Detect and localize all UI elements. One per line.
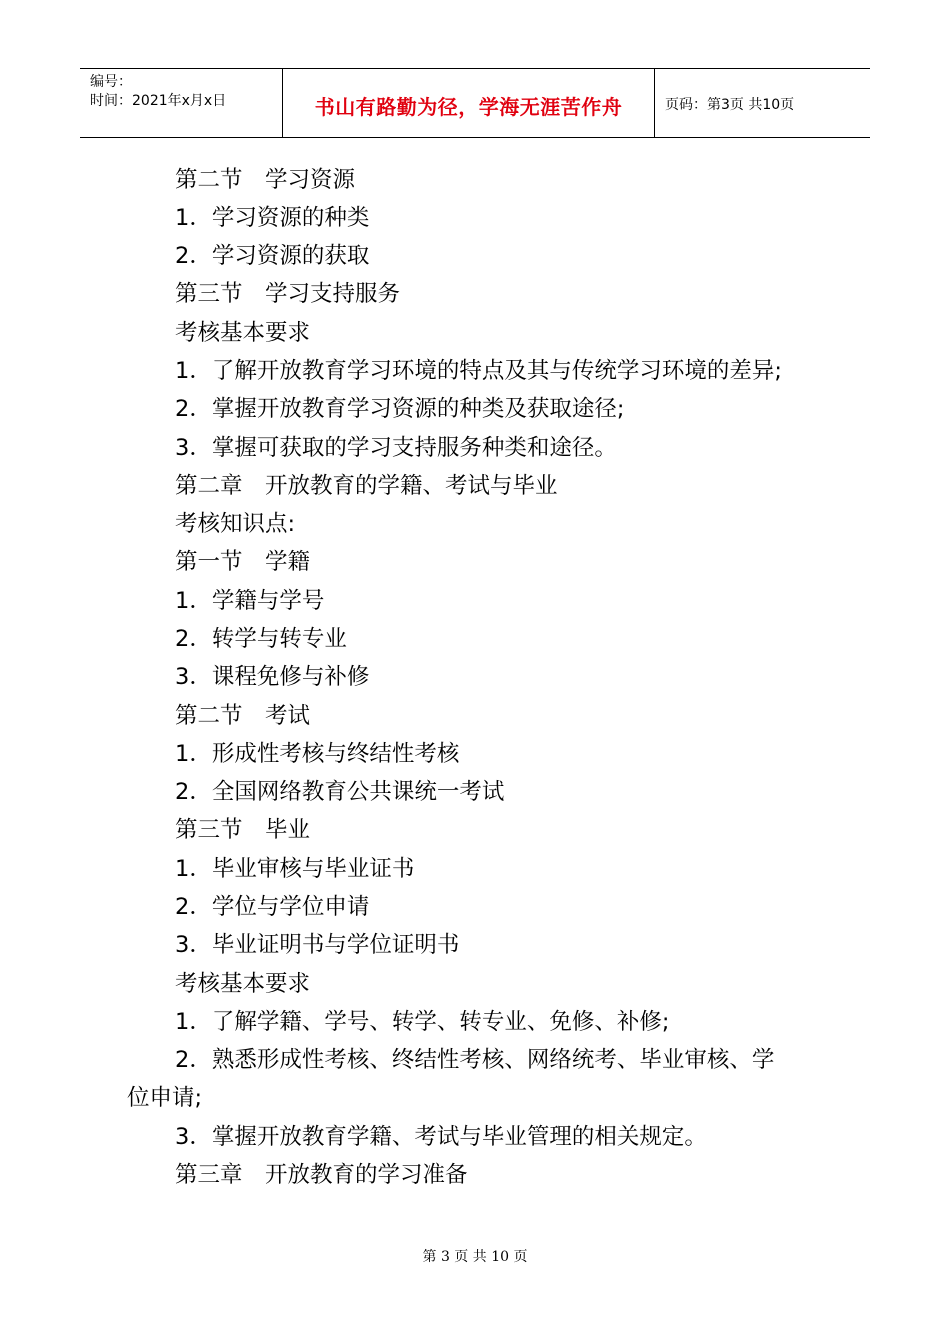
section-heading: 第二节 学习资源 — [175, 167, 356, 193]
requirements-heading: 考核基本要求 — [175, 971, 311, 997]
list-item: 2．学位与学位申请 — [175, 894, 370, 920]
list-item: 3．课程免修与补修 — [175, 664, 370, 690]
list-item: 2．掌握开放教育学习资源的种类及获取途径; — [175, 396, 625, 422]
chapter-heading: 第三章 开放教育的学习准备 — [175, 1162, 468, 1188]
list-item: 2．学习资源的获取 — [175, 243, 370, 269]
header-motto: 书山有路勤为径，学海无涯苦作舟 — [314, 95, 623, 119]
header-divider — [654, 69, 655, 137]
list-item: 1．毕业审核与毕业证书 — [175, 856, 415, 882]
section-heading: 第二节 考试 — [175, 703, 311, 729]
list-item: 1．了解开放教育学习环境的特点及其与传统学习环境的差异; — [175, 358, 782, 384]
section-heading: 第一节 学籍 — [175, 549, 311, 575]
list-item: 3．掌握可获取的学习支持服务种类和途径。 — [175, 435, 617, 461]
list-item-continuation: 位申请; — [127, 1085, 203, 1111]
list-item: 1．了解学籍、学号、转学、转专业、免修、补修; — [175, 1009, 670, 1035]
section-heading: 第三节 毕业 — [175, 817, 311, 843]
list-item: 2．熟悉形成性考核、终结性考核、网络统考、毕业审核、学 — [175, 1047, 775, 1073]
document-date: 时间：2021年x月x日 — [90, 93, 227, 109]
document-number-label: 编号： — [90, 74, 132, 90]
list-item: 2．全国网络教育公共课统一考试 — [175, 779, 505, 805]
list-item: 2．转学与转专业 — [175, 626, 347, 652]
chapter-heading: 第二章 开放教育的学籍、考试与毕业 — [175, 473, 558, 499]
list-item: 1．形成性考核与终结性考核 — [175, 741, 460, 767]
section-heading: 第三节 学习支持服务 — [175, 281, 401, 307]
list-item: 3．毕业证明书与学位证明书 — [175, 932, 460, 958]
list-item: 1．学习资源的种类 — [175, 205, 370, 231]
list-item: 1．学籍与学号 — [175, 588, 325, 614]
requirements-heading: 考核基本要求 — [175, 320, 311, 346]
list-item: 3．掌握开放教育学籍、考试与毕业管理的相关规定。 — [175, 1124, 707, 1150]
page-footer: 第 3 页 共 10 页 — [422, 1249, 528, 1265]
header-meta — [90, 73, 226, 111]
page-header — [80, 68, 870, 138]
header-page-info: 页码：第3页 共10页 — [665, 97, 795, 113]
knowledge-points-heading: 考核知识点: — [175, 511, 296, 537]
